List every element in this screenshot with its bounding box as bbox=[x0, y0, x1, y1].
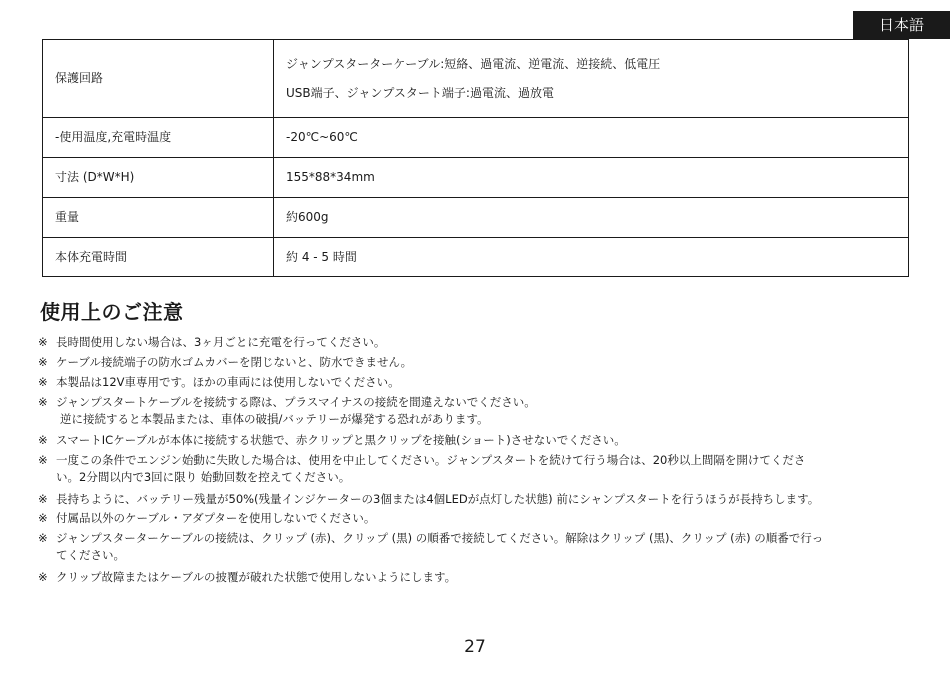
table-row bbox=[43, 198, 909, 238]
spec-value-line: ジャンプスターターケーブル:短絡、過電流、逆電流、逆接続、低電圧 bbox=[286, 57, 661, 72]
note-mark: ※ bbox=[38, 453, 48, 467]
note-text: ジャンプスターターケーブルの接続は、クリップ (赤)、クリップ (黒) の順番で接続してください。解除はクリップ (黒)、クリップ (赤) の順番で行っ てください。 bbox=[56, 531, 824, 562]
spec-table bbox=[42, 39, 909, 277]
note-mark: ※ bbox=[38, 570, 48, 584]
spec-label: 寸法 (D*W*H) bbox=[43, 158, 274, 198]
spec-label: -使用温度,充電時温度 bbox=[43, 118, 274, 158]
list-item bbox=[38, 374, 910, 391]
note-text: スマートICケーブルが本体に接続する状態で、赤クリップと黒クリップを接触(ショート)させないでください。 bbox=[56, 433, 626, 447]
note-text: 一度この条件でエンジン始動に失敗した場合は、使用を中止してください。ジャンプスタートを続けて行う場合は、20秒以上間隔を開けてくださ い。2分間以内で3回に限り 始動回数を控えてください。 bbox=[56, 453, 806, 484]
spec-value: 約 4 - 5 時間 bbox=[274, 238, 909, 277]
list-item bbox=[38, 334, 910, 351]
note-mark: ※ bbox=[38, 395, 48, 409]
spec-value-line: USB端子、ジャンプスタート端子:過電流、過放電 bbox=[286, 85, 554, 100]
list-item bbox=[38, 569, 910, 586]
spec-value: -20℃~60℃ bbox=[274, 118, 909, 158]
note-text: 長持ちように、バッテリー残量が50%(残量インジケーターの3個または4個LEDが点灯した状態) 前にシャンプスタートを行うほうが長持ちします。 bbox=[56, 492, 820, 506]
table-row bbox=[43, 118, 909, 158]
list-item bbox=[38, 452, 910, 486]
note-text: クリップ故障またはケーブルの披覆が破れた状態で使用しないようにします。 bbox=[56, 570, 457, 584]
note-mark: ※ bbox=[38, 511, 48, 525]
table-row bbox=[43, 40, 909, 118]
spec-value: 約600g bbox=[274, 198, 909, 238]
page-number: 27 bbox=[464, 637, 486, 657]
table-row bbox=[43, 238, 909, 277]
spec-value bbox=[274, 40, 909, 118]
note-mark: ※ bbox=[38, 355, 48, 369]
spec-label: 本体充電時間 bbox=[43, 238, 274, 277]
note-text: 長時間使用しない場合は、3ヶ月ごとに充電を行ってください。 bbox=[56, 335, 386, 349]
section-title: 使用上のご注意 bbox=[40, 300, 184, 324]
language-tab: 日本語 bbox=[853, 11, 950, 39]
list-item bbox=[38, 510, 910, 527]
note-text: 本製品は12V車専用です。ほかの車両には使用しないでください。 bbox=[56, 375, 400, 389]
note-mark: ※ bbox=[38, 492, 48, 506]
list-item bbox=[38, 530, 910, 564]
note-text: ジャンプスタートケーブルを接続する際は、プラスマイナスの接続を間違えないでください。 逆に接続すると本製品または、車体の破損/バッテリーが爆発する恐れがあります。 bbox=[56, 395, 536, 426]
list-item bbox=[38, 354, 910, 371]
list-item bbox=[38, 432, 910, 449]
spec-label: 重量 bbox=[43, 198, 274, 238]
note-mark: ※ bbox=[38, 531, 48, 545]
note-text: ケーブル接続端子の防水ゴムカバーを閉じないと、防水できません。 bbox=[56, 355, 413, 369]
note-text: 付属品以外のケーブル・アダプターを使用しないでください。 bbox=[56, 511, 376, 525]
spec-label: 保護回路 bbox=[43, 40, 274, 118]
spec-value: 155*88*34mm bbox=[274, 158, 909, 198]
note-mark: ※ bbox=[38, 335, 48, 349]
note-mark: ※ bbox=[38, 375, 48, 389]
note-mark: ※ bbox=[38, 433, 48, 447]
list-item bbox=[38, 491, 910, 508]
list-item bbox=[38, 394, 910, 428]
table-row bbox=[43, 158, 909, 198]
